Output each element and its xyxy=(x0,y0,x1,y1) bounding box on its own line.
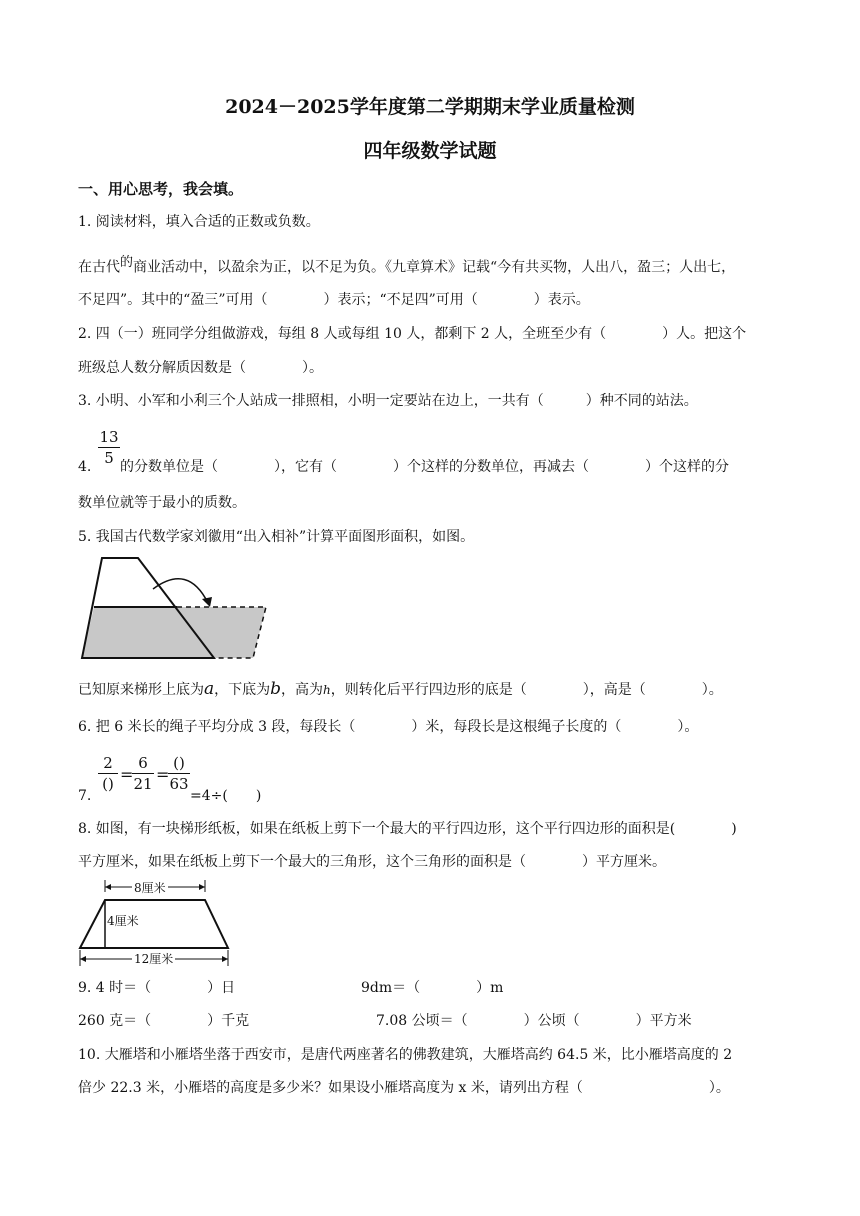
label-top: 8厘米 xyxy=(134,881,166,895)
q8-line1: 8. 如图，有一块梯形纸板，如果在纸板上剪下一个最大的平行四边形，这个平行四边形的面积是( ) xyxy=(78,821,737,837)
q7-frac2 xyxy=(132,754,154,793)
q1-stem: 1. 阅读材料，填入合适的正数或负数。 xyxy=(78,214,320,230)
q7-eq2: = xyxy=(156,765,170,784)
q5-part-d: ，则转化后平行四边形的底是（ ），高是（ ）。 xyxy=(330,682,723,698)
q7-frac1 xyxy=(98,754,118,793)
q7-num: 7. xyxy=(78,788,92,804)
arrow-curve xyxy=(153,579,208,603)
q5-part-c: ，高为 xyxy=(281,682,324,698)
q1-text-c: 商业活动中，以盈余为正，以不足为负。《九章算术》记载“今有共买物，人出八，盈三；人出七， xyxy=(133,259,736,276)
q2-line2: 班级总人数分解质因数是（ ）。 xyxy=(78,360,323,376)
q5-stem: 5. 我国古代数学家刘徽用“出入相补”计算平面图形面积，如图。 xyxy=(78,529,475,545)
trapezoid-shape xyxy=(80,900,228,948)
q1-line1 xyxy=(78,254,735,277)
top-dim-arrow-l xyxy=(105,884,111,890)
q6-text: 6. 把 6 米长的绳子平均分成 3 段，每段长（ ）米，每段长是这根绳子长度的（ ）。 xyxy=(78,719,699,735)
q7-eq1: = xyxy=(120,765,134,784)
q10-line2: 倍少 22.3 米，小雁塔的高度是多少米？如果设小雁塔高度为 x 米，请列出方程（ ）。 xyxy=(78,1080,730,1096)
label-height: 4厘米 xyxy=(107,914,139,928)
q9-d: 7.08 公顷＝（ ）公顷（ ）平方米 xyxy=(376,1013,692,1029)
var-h: h xyxy=(323,683,331,697)
q5-part-b: ，下底为 xyxy=(214,682,271,698)
q5-condition xyxy=(78,680,723,699)
section-heading: 一、用心思考，我会填。 xyxy=(78,180,244,198)
q9-c: 260 克＝（ ）千克 xyxy=(78,1013,250,1029)
q4-frac-num: 13 xyxy=(99,428,119,446)
q1-text-a: 在古代 xyxy=(78,259,120,276)
q2-line1: 2. 四（一）班同学分组做游戏，每组 8 人或每组 10 人，都剩下 2 人，全班至少有（ ）人。把这个 xyxy=(78,326,747,342)
q7-frac2-den: 21 xyxy=(133,775,153,793)
q8-line2: 平方厘米，如果在纸板上剪下一个最大的三角形，这个三角形的面积是（ ）平方厘米。 xyxy=(78,854,666,870)
liuhui-diagram xyxy=(78,555,278,665)
var-a: a xyxy=(204,679,215,699)
page-title: 2024－2025学年度第二学期期末学业质量检测 xyxy=(225,96,635,118)
q10-line1: 10. 大雁塔和小雁塔坐落于西安市，是唐代两座著名的佛教建筑，大雁塔高约 64.5 米，比小雁塔高度的 2 xyxy=(78,1047,733,1063)
top-dim-arrow-r xyxy=(199,884,205,890)
q4-frac-den: 5 xyxy=(104,449,114,467)
q4-fraction xyxy=(98,428,120,467)
bottom-dim-arrow-l xyxy=(80,956,86,962)
q7-frac1-den: () xyxy=(102,775,114,793)
q7-tail: =4÷( ) xyxy=(190,788,262,804)
q4-rest: 的分数单位是（ ），它有（ ）个这样的分数单位，再减去（ ）个这样的分 xyxy=(120,459,729,475)
bottom-dim-arrow-r xyxy=(222,956,228,962)
q7-frac3 xyxy=(168,754,190,793)
q4-line2: 数单位就等于最小的质数。 xyxy=(78,495,246,511)
q9-a: 9. 4 时＝（ ）日 xyxy=(78,980,236,996)
q9-b: 9dm＝（ ）m xyxy=(361,980,504,996)
page-subtitle: 四年级数学试题 xyxy=(363,140,497,162)
arrow-head xyxy=(202,597,212,607)
q7-frac1-num: 2 xyxy=(103,754,113,772)
q7-frac2-num: 6 xyxy=(138,754,148,772)
q4-num: 4. xyxy=(78,459,92,475)
shaded-region xyxy=(82,607,266,658)
q1-line2: 不足四”。其中的“盈三”可用（ ）表示；“不足四”可用（ ）表示。 xyxy=(78,292,590,308)
var-b: b xyxy=(270,679,282,699)
label-bottom: 12厘米 xyxy=(134,952,174,966)
q7-frac3-num: () xyxy=(173,754,185,772)
q1-text-sup: 的 xyxy=(120,255,134,270)
q3-text: 3. 小明、小军和小利三个人站成一排照相，小明一定要站在边上，一共有（ ）种不同的站法。 xyxy=(78,393,698,409)
q5-part-a: 已知原来梯形上底为 xyxy=(78,682,204,698)
q7-frac3-den: 63 xyxy=(169,775,189,793)
